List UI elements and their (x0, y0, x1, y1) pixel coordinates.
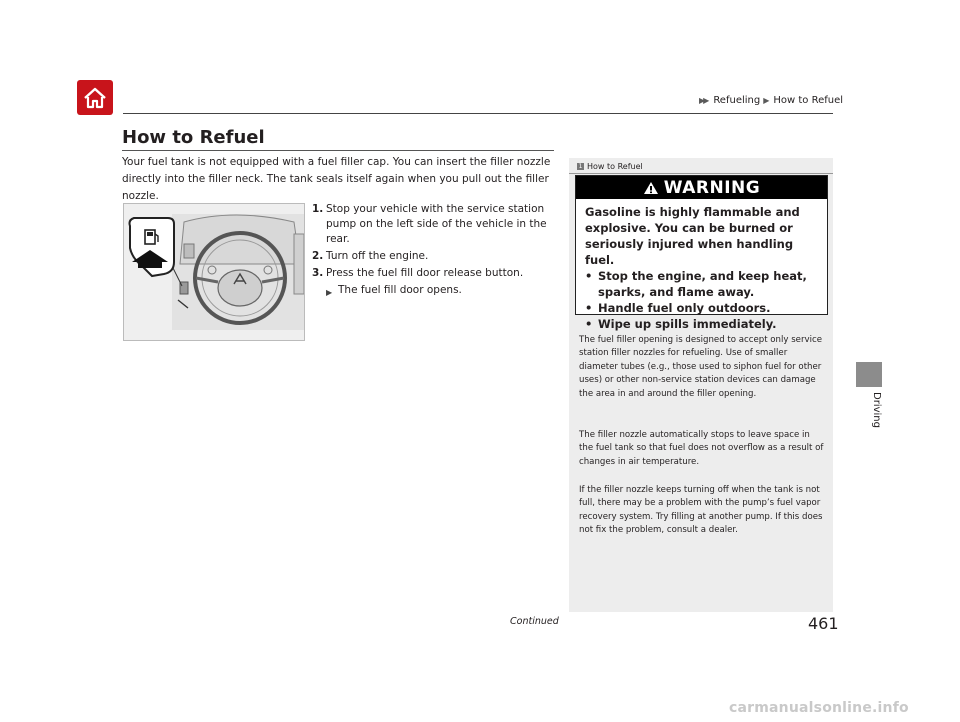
panel-paragraph: The filler nozzle automatically stops to leave space in the fuel tank so that fuel does not overflow as a result of changes in air temperature. (579, 430, 824, 467)
substep-item (312, 283, 557, 300)
warning-box (575, 175, 828, 331)
breadcrumb-arrow-icon: ▶ (763, 96, 768, 105)
warning-header (576, 176, 827, 199)
warning-triangle-icon (643, 181, 659, 195)
warning-item-text: Handle fuel only outdoors. (598, 301, 771, 315)
reference-marker-icon: 1 (578, 163, 583, 170)
page-title: How to Refuel (122, 127, 265, 148)
breadcrumb-arrow-icon: ▶▶ (699, 96, 708, 105)
dashboard-illustration (123, 203, 305, 341)
panel-heading (577, 162, 643, 171)
warning-item-text: Stop the engine, and keep heat, sparks, and flame away. (598, 269, 807, 299)
continued-label[interactable]: Continued (510, 616, 559, 627)
home-button[interactable] (77, 80, 113, 115)
warning-lead: Gasoline is highly flammable and explosive. You can be burned or seriously injured when handling fuel. (585, 205, 800, 267)
panel-heading-text: How to Refuel (587, 162, 643, 171)
breadcrumb-parent[interactable]: Refueling (713, 95, 761, 106)
warning-item-text: Wipe up spills immediately. (598, 317, 777, 331)
panel-rule (569, 173, 833, 174)
title-rule (122, 150, 554, 151)
procedure-steps (312, 202, 557, 300)
substep-text: The fuel fill door opens. (338, 284, 462, 296)
warning-body (576, 199, 827, 332)
step-item (312, 202, 557, 247)
bullet-icon: • (585, 269, 593, 283)
panel-paragraph: If the filler nozzle keeps turning off when the tank is not full, there may be a problem with the pump’s fuel vapor recovery system. Try filling at another pump. If this does not fix the problem, consult a dealer. (579, 485, 823, 536)
breadcrumb-current: How to Refuel (773, 95, 844, 106)
step-text: Turn off the engine. (326, 250, 429, 262)
home-icon (82, 86, 108, 110)
header-rule (123, 113, 833, 114)
step-text: Press the fuel fill door release button. (326, 267, 524, 279)
warning-title: WARNING (663, 177, 761, 198)
page-number: 461 (808, 614, 839, 633)
result-arrow-icon: ▶ (326, 288, 333, 297)
bullet-icon: • (585, 301, 593, 315)
watermark: carmanualsonline.info (729, 700, 909, 716)
chapter-tab[interactable] (856, 362, 882, 387)
breadcrumb (699, 95, 843, 106)
warning-list-item (585, 316, 820, 332)
chapter-tab-label[interactable]: Driving (871, 392, 882, 428)
bullet-icon: • (585, 317, 593, 331)
step-item (312, 266, 557, 281)
panel-paragraph: The fuel filler opening is designed to accept only service station filler nozzles for refueling. Use of smaller diameter tubes (e.g., those used to siphon fuel for other uses) or other non-service station devices can damage the area in and around the filler opening. (579, 335, 822, 399)
step-text: Stop your vehicle with the service station pump on the left side of the vehicle in the rear. (326, 203, 547, 245)
step-number: 3. (312, 267, 324, 279)
warning-list-item (585, 300, 820, 316)
intro-paragraph: Your fuel tank is not equipped with a fuel filler cap. You can insert the filler nozzle directly into the filler neck. The tank seals itself again when you pull out the filler nozzle. (122, 156, 551, 202)
step-number: 1. (312, 203, 324, 215)
step-item (312, 249, 557, 264)
warning-list-item (585, 268, 820, 300)
step-number: 2. (312, 250, 324, 262)
steering-wheel-illustration (124, 204, 304, 340)
